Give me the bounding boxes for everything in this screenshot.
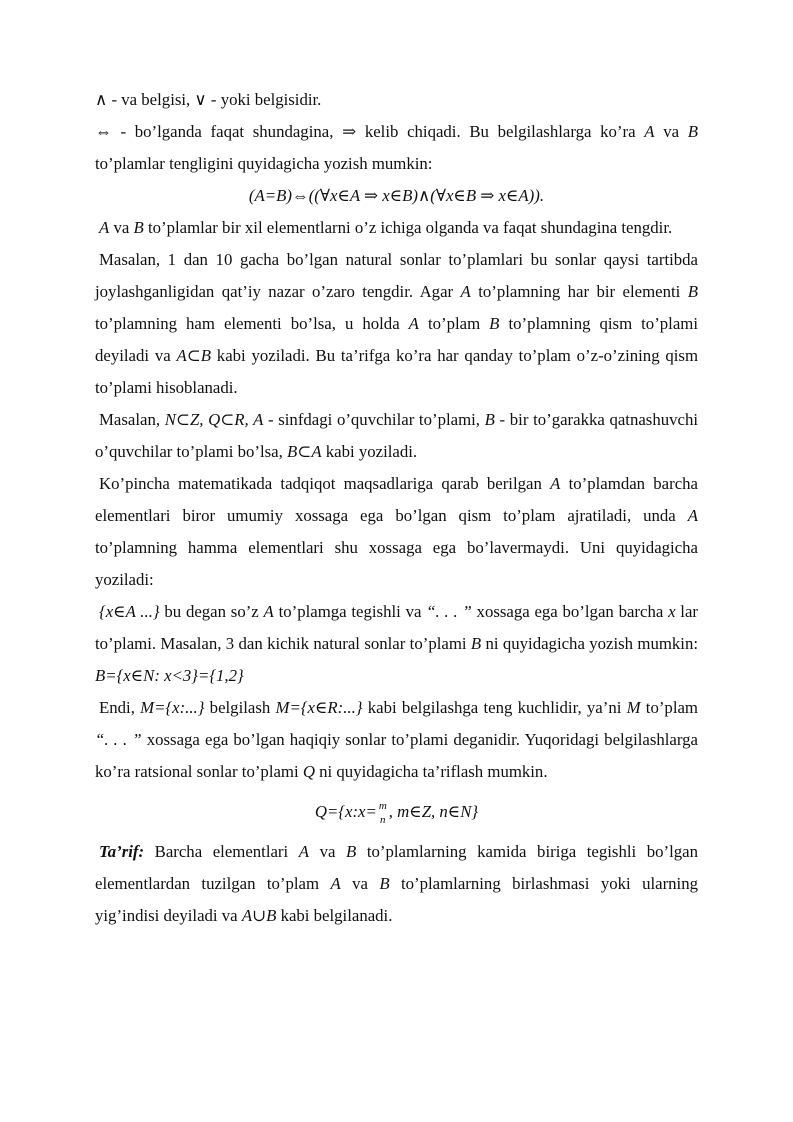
text: kabi yoziladi. Bu ta’rifga ko’ra har qanday to’plam o’z-o’zining qism to’plami hisoblanadi. <box>95 346 698 397</box>
text: to’plamga tegishli va <box>273 602 427 621</box>
text: xossaga ega bo’lgan barcha <box>471 602 669 621</box>
formula: , m∈Z, n∈N} <box>388 802 479 821</box>
var: x <box>668 602 676 621</box>
fraction <box>379 799 387 827</box>
text: xossaga ega bo’lgan haqiqiy sonlar to’plami deganidir. Yuqoridagi belgilashlarga ko’ra ratsional sonlar to’plami <box>95 730 698 781</box>
text: ∧ - va belgisi, ∨ - yoki belgisidir. <box>95 90 322 109</box>
var: A <box>298 842 310 861</box>
text: to’plamning ham elementi bo’lsa, u holda <box>95 314 409 333</box>
text: to’plamlar bir xil elementlarni o’z ichiga olganda va faqat shundagina tengdir. <box>143 218 673 237</box>
numerator: m <box>378 800 387 813</box>
text: to’plamlarning birlashmasi yoki ularning yig’indisi deyiladi va <box>95 874 698 925</box>
paragraph-set-builder <box>95 596 698 692</box>
var: B <box>484 410 495 429</box>
text: to’plamning har bir elementi <box>470 282 688 301</box>
paragraph-subset-def <box>95 244 698 404</box>
definition-label: Ta’rif: <box>99 842 145 861</box>
text: va <box>654 122 688 141</box>
text: ni quyidagicha yozish mumkin: <box>481 634 698 653</box>
paragraph-real-sets <box>95 692 698 788</box>
text: to’plamning hamma elementlari shu xossaga ega bo’lavermaydi. Uni quyidagicha yoziladi: <box>95 538 698 589</box>
var: B <box>379 874 390 893</box>
var: B <box>687 122 698 141</box>
text: Endi, <box>99 698 141 717</box>
paragraph-equality-def <box>95 212 698 244</box>
var: B <box>133 218 144 237</box>
text: va <box>109 218 134 237</box>
text: ni quyidagicha ta’riflash mumkin. <box>314 762 548 781</box>
text: Ko’pincha matematikada tadqiqot maqsadlariga qarab berilgan <box>99 474 551 493</box>
var: B <box>470 634 482 653</box>
var: A <box>550 474 561 493</box>
text: to’plamlar tengligini quyidagicha yozish mumkin: <box>95 154 433 173</box>
var: A <box>460 282 471 301</box>
text: bu degan so’z <box>159 602 264 621</box>
text: va <box>309 842 346 861</box>
text: kabi belgilashga teng kuchlidir, ya’ni <box>362 698 627 717</box>
text: to’plamning qism to’plami deyiladi va <box>95 314 699 365</box>
var: A∪B <box>241 906 277 925</box>
document-page <box>95 84 698 932</box>
var: B <box>687 282 698 301</box>
text: Masalan, <box>99 410 165 429</box>
formula: {x∈A ...} <box>99 602 160 621</box>
var: M <box>626 698 641 717</box>
quote: “. . . ” <box>95 730 142 749</box>
var: A <box>99 218 110 237</box>
quote: “. . . ” <box>426 602 472 621</box>
formula-set-equality <box>95 180 698 212</box>
text: Barcha elementlari <box>144 842 299 861</box>
text: kabi yoziladi. <box>321 442 418 461</box>
text: ⇔ - bo’lganda faqat shundagina, ⇒ kelib chiqadi. Bu belgilashlarga ko’ra <box>95 122 645 141</box>
var: B <box>489 314 500 333</box>
paragraph-logic-signs <box>95 84 698 116</box>
paragraph-equivalence <box>95 116 698 180</box>
formula-rationals <box>95 790 698 834</box>
var: A <box>263 602 274 621</box>
var: B⊂A <box>287 442 322 461</box>
text: kabi belgilanadi. <box>276 906 393 925</box>
text: to’plamlarning kamida biriga tegishli bo’lgan elementlardan tuzilgan to’plam <box>95 842 698 893</box>
paragraph-property-subset <box>95 468 698 596</box>
denominator: n <box>380 814 386 827</box>
var: Q <box>302 762 315 781</box>
var: N⊂Z, Q⊂R, A <box>164 410 264 429</box>
text: belgilash <box>204 698 276 717</box>
formula: Q={x:x= <box>314 802 377 821</box>
var: A <box>408 314 419 333</box>
text: Masalan, 1 dan 10 gacha bo’lgan natural sonlar to’plamlari bu sonlar qaysi tartibda joylashganligidan qat’iy nazar o’zaro tengdir. Agar <box>95 250 698 301</box>
var: A⊂B <box>176 346 212 365</box>
text: - sinfdagi o’quvchilar to’plami, <box>263 410 485 429</box>
var: A <box>687 506 698 525</box>
formula: B={x∈N: x<3}={1,2} <box>95 666 244 685</box>
formula: (A=B)⇔((∀x∈A ⇒ x∈B)∧(∀x∈B ⇒ x∈A)). <box>248 186 545 205</box>
text: to’plamdan barcha elementlari biror umumiy xossaga ega bo’lgan qism to’plam ajratiladi, unda <box>95 474 698 525</box>
text: to’plam <box>418 314 490 333</box>
formula: M={x∈R:...} <box>275 698 363 717</box>
text: lar to’plami. Masalan, 3 dan kichik natural sonlar to’plami <box>95 602 698 653</box>
paragraph-subset-example <box>95 404 698 468</box>
paragraph-union-def <box>95 836 698 932</box>
formula: M={x:...} <box>140 698 205 717</box>
var: B <box>345 842 357 861</box>
text: - bir to’garakka qatnashuvchi o’quvchilar to’plami bo’lsa, <box>95 410 698 461</box>
var: A <box>330 874 341 893</box>
var: A <box>644 122 655 141</box>
text: to’plam <box>640 698 698 717</box>
text: va <box>340 874 380 893</box>
